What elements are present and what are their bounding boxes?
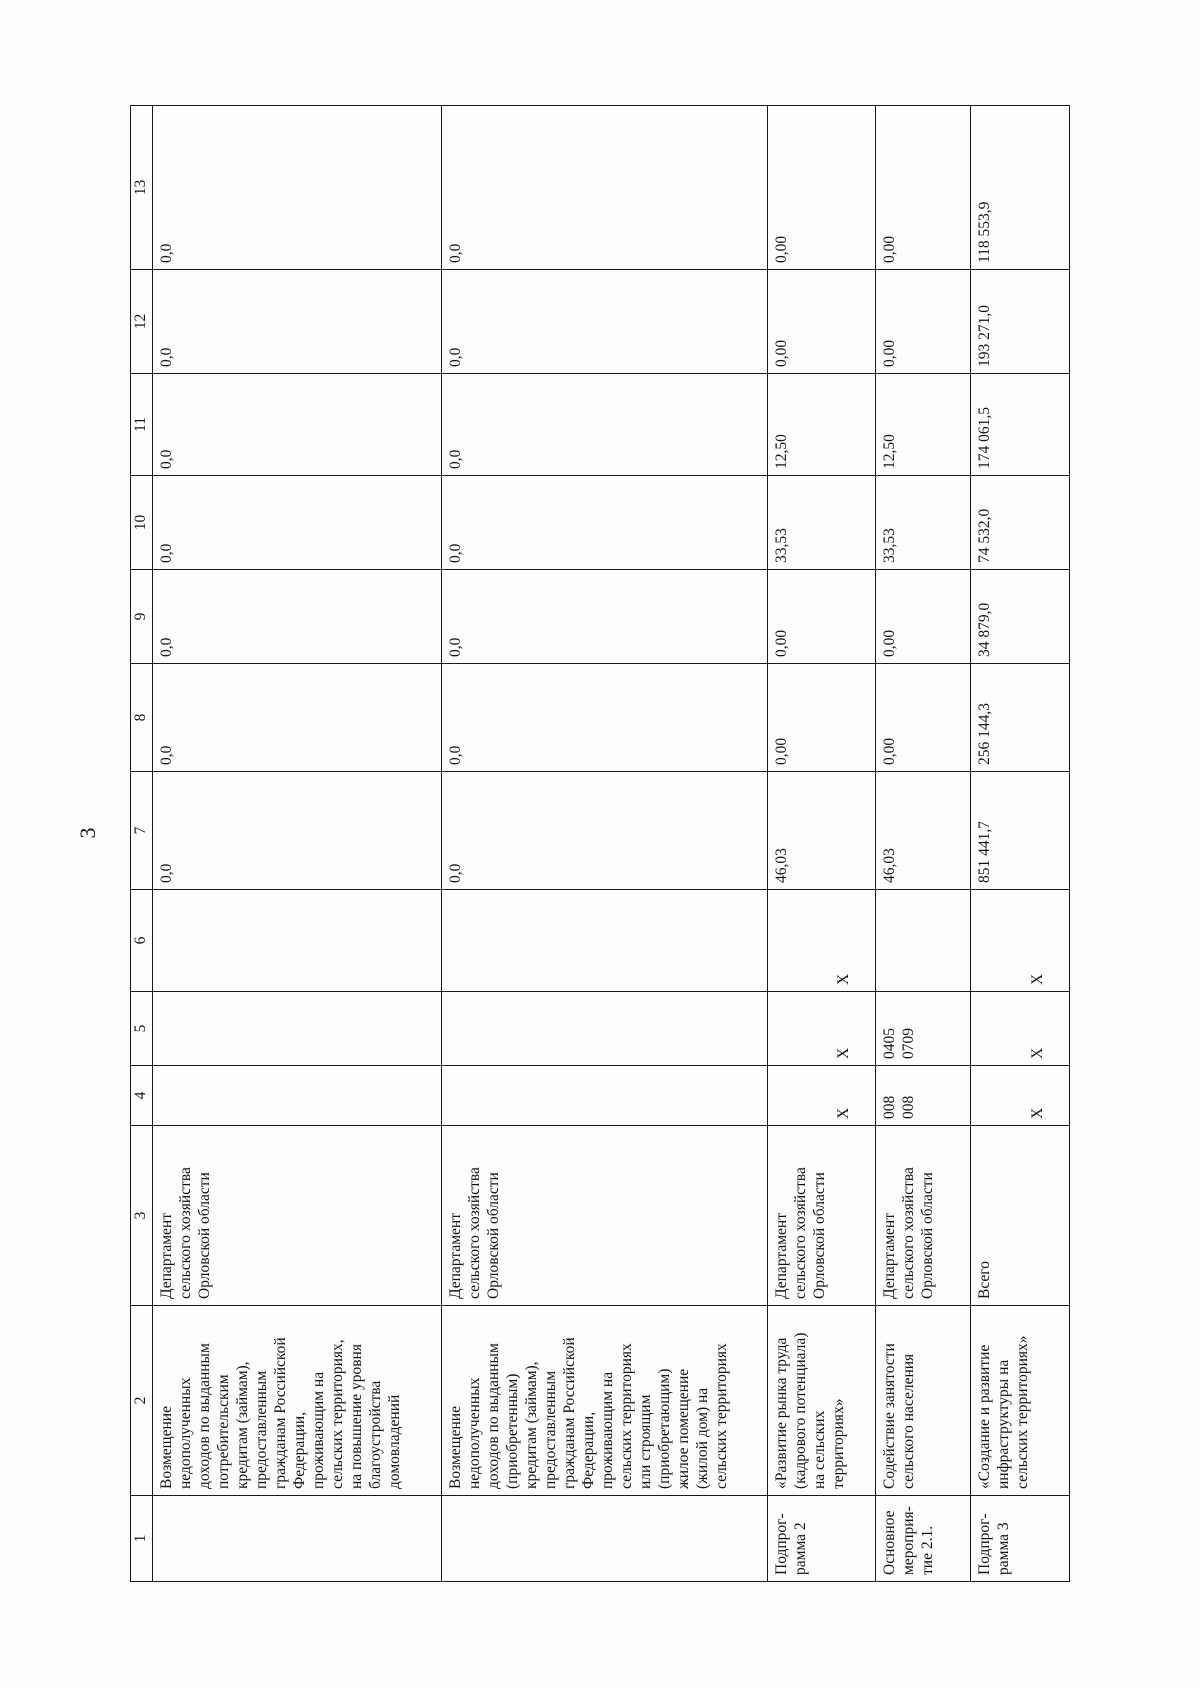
table-cell: Х	[970, 1066, 1069, 1126]
table-cell: Подпрог- рамма 3	[970, 1496, 1069, 1582]
column-header: 2	[131, 1306, 153, 1496]
budget-table	[130, 105, 1070, 1582]
column-header: 1	[131, 1496, 153, 1582]
table-cell	[442, 1066, 768, 1126]
table-container	[130, 106, 1070, 1582]
table-cell: 0,0	[442, 664, 768, 772]
table-cell: 0,00	[875, 570, 970, 664]
table-cell: 0,00	[875, 270, 970, 374]
column-header: 3	[131, 1126, 153, 1306]
table-cell: 0,00	[875, 664, 970, 772]
table-cell: Х	[970, 890, 1069, 992]
table-cell: 174 061,5	[970, 374, 1069, 476]
table-cell	[153, 1066, 442, 1126]
table-cell: Департамент сельского хозяйства Орловской области	[875, 1126, 970, 1306]
table-cell: 0,0	[153, 270, 442, 374]
table-cell: Возмещение недополученных доходов по выданным потребительским кредитам (займам), предоставленным гражданам Российской Федерации, проживающим на сельских территориях, на повышение уровня благоустройства домовладений	[153, 1306, 442, 1496]
table-cell: «Развитие рынка труда (кадрового потенциала) на сельских территориях»	[768, 1306, 875, 1496]
table-cell: Х	[768, 992, 875, 1066]
header-row	[131, 106, 153, 1582]
page-number: 3	[75, 827, 100, 839]
table-cell: 851 441,7	[970, 772, 1069, 890]
table-cell: Х	[768, 1066, 875, 1126]
table-cell	[442, 890, 768, 992]
table-cell: 0,00	[768, 270, 875, 374]
column-header: 5	[131, 992, 153, 1066]
table-cell: Возмещение недополученных доходов по выданным (приобретенным) кредитам (займам), предоставленным гражданам Российской Федерации, проживающим на сельских территориях или строящим (приобретающим) жилое помещение (жилой дом) на сельских территориях	[442, 1306, 768, 1496]
table-cell: Х	[970, 992, 1069, 1066]
table-cell: 0,0	[442, 570, 768, 664]
table-cell: 0,0	[442, 772, 768, 890]
table-cell: 0,0	[153, 476, 442, 570]
table-cell: Департамент сельского хозяйства Орловской области	[768, 1126, 875, 1306]
table-row	[768, 106, 875, 1582]
table-cell: 0,0	[153, 664, 442, 772]
column-header: 12	[131, 270, 153, 374]
column-header: 13	[131, 106, 153, 270]
table-row	[875, 106, 970, 1582]
column-header: 10	[131, 476, 153, 570]
table-cell: 74 532,0	[970, 476, 1069, 570]
table-cell: 0,0	[442, 476, 768, 570]
table-cell: 34 879,0	[970, 570, 1069, 664]
table-cell: Х	[768, 890, 875, 992]
table-cell	[442, 1496, 768, 1582]
column-header: 8	[131, 664, 153, 772]
table-cell: 008 008	[875, 1066, 970, 1126]
table-cell: 0,0	[153, 772, 442, 890]
column-header: 7	[131, 772, 153, 890]
table-cell	[153, 992, 442, 1066]
table-cell: 0405 0709	[875, 992, 970, 1066]
table-cell: 193 271,0	[970, 270, 1069, 374]
table-cell: Департамент сельского хозяйства Орловской области	[153, 1126, 442, 1306]
table-row	[442, 106, 768, 1582]
table-cell: 0,0	[153, 374, 442, 476]
table-cell: 256 144,3	[970, 664, 1069, 772]
column-header: 4	[131, 1066, 153, 1126]
column-header: 11	[131, 374, 153, 476]
table-cell: 46,03	[875, 772, 970, 890]
table-cell: 12,50	[768, 374, 875, 476]
table-cell: Подпрог- рамма 2	[768, 1496, 875, 1582]
table-cell: 0,00	[768, 664, 875, 772]
table-cell: 0,00	[768, 570, 875, 664]
table-cell: «Создание и развитие инфраструктуры на сельских территориях»	[970, 1306, 1069, 1496]
table-cell	[442, 992, 768, 1066]
table-cell: 0,0	[153, 570, 442, 664]
table-cell: Департамент сельского хозяйства Орловской области	[442, 1126, 768, 1306]
table-cell: 0,00	[875, 106, 970, 270]
table-cell	[875, 890, 970, 992]
table-cell: Содействие занятости сельского населения	[875, 1306, 970, 1496]
column-header: 9	[131, 570, 153, 664]
table-cell: 118 553,9	[970, 106, 1069, 270]
table-cell: 12,50	[875, 374, 970, 476]
column-header: 6	[131, 890, 153, 992]
table-cell: Основное мероприя- тие 2.1.	[875, 1496, 970, 1582]
table-cell: 0,0	[442, 106, 768, 270]
table-cell	[153, 890, 442, 992]
table-row	[153, 106, 442, 1582]
table-cell: 46,03	[768, 772, 875, 890]
table-cell: 33,53	[875, 476, 970, 570]
table-cell: 33,53	[768, 476, 875, 570]
table-row	[970, 106, 1069, 1582]
table-cell: 0,0	[442, 374, 768, 476]
table-cell: Всего	[970, 1126, 1069, 1306]
table-cell	[153, 1496, 442, 1582]
table-cell: 0,0	[153, 106, 442, 270]
table-cell: 0,0	[442, 270, 768, 374]
table-cell: 0,00	[768, 106, 875, 270]
